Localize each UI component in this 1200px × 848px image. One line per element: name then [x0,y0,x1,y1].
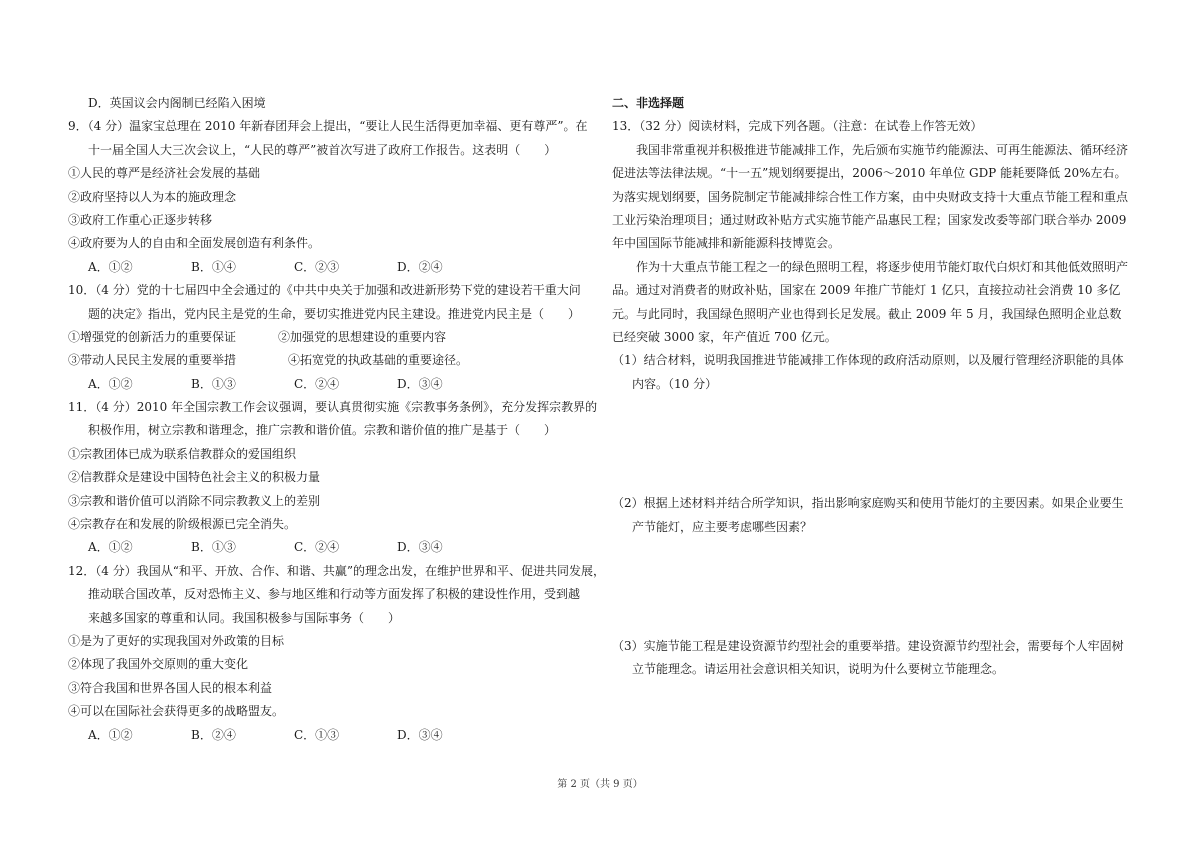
q9-stem-line1: 9．（4 分）温家宝总理在 2010 年新春团拜会上提出，“要让人民生活得更加幸福、更有尊严”。在 [68,119,588,134]
q10-option-b[interactable]: B．①③ [191,376,236,391]
right-column [612,92,1132,682]
q13-paragraph-1: 我国非常重视并积极推进节能减排工作，先后颁布实施节约能源法、可再生能源法、循环经济促进法等法律法规。“十一五”规划纲要提出，2006～2010 年单位 GDP 能耗要降低 20%左右。为落实规划纲要，国务院制定节能减排综合性工作方案，由中央财政支持十大重点节能工程和重点工业污染治理项目；通过财政补贴方式实施节能产品惠民工程；国家发改委等部门联合举办 2009 年中国国际节能减排和新能源科技博览会。 [612,142,1129,251]
q13-sub-question-2: （2）根据上述材料并结合所学知识，指出影响家庭购买和使用节能灯的主要因素。如果企业要生产节能灯，应主要考虑哪些因素？ [612,496,1124,534]
q9-item-1: ①人民的尊严是经济社会发展的基础 [68,166,261,181]
q11-item-3: ③宗教和谐价值可以消除不同宗教教义上的差别 [68,493,321,508]
q12-item-3: ③符合我国和世界各国人民的根本利益 [68,680,273,695]
q10-item-3: ③带动人民民主发展的重要举措 [68,353,237,368]
section-title: 二、非选择题 [612,96,685,110]
q10-items-row2 [68,349,588,372]
q10-option-d[interactable]: D．③④ [397,376,443,391]
q9-option-a[interactable]: A．①② [88,259,133,274]
q10-options [68,373,588,396]
q13-header: 13．（32 分）阅读材料，完成下列各题。（注意：在试卷上作答无效） [612,119,983,134]
q8-option-d: D．英国议会内阁制已经陷入困境 [88,96,266,110]
q11-options [68,536,588,559]
q11-item-4: ④宗教存在和发展的阶级根源已完全消失。 [68,517,297,532]
q11-option-c[interactable]: C．②④ [294,540,340,555]
q12-option-d[interactable]: D．③④ [397,727,443,742]
q10-stem-line1: 10．（4 分）党的十七届四中全会通过的《中共中央关于加强和改进新形势下党的建设若干重大问 [68,283,581,298]
q9-stem-line2: 十一届全国人大三次会议上，“人民的尊严”被首次写进了政府工作报告。这表明（ ） [88,142,557,157]
q10-items-row1 [68,326,588,349]
q11-stem-line2: 积极作用，树立宗教和谐理念，推广宗教和谐价值。宗教和谐价值的推广是基于（ ） [88,423,557,438]
q12-item-2: ②体现了我国外交原则的重大变化 [68,657,249,672]
q9-item-4: ④政府要为人的自由和全面发展创造有利条件。 [68,236,321,251]
q9-item-3: ③政府工作重心正逐步转移 [68,212,213,227]
q13-paragraph-2: 作为十大重点节能工程之一的绿色照明工程，将逐步使用节能灯取代白炽灯和其他低效照明产品。通过对消费者的财政补贴，国家在 2009 年推广节能灯 1 亿只，直接拉动社会消费 10 多亿元。与此同时，我国绿色照明产业也得到长足发展。截止 2009 年 5 月，我国绿色照明企业总数已经突破 3000 家，年产值近 700 亿元。 [612,259,1129,345]
page-footer: 第 2 页（共 9 页） [557,779,643,790]
answer-space-2[interactable] [612,539,1132,635]
q10-item-2: ②加强党的思想建设的重要内容 [278,329,447,344]
q10-option-a[interactable]: A．①② [88,376,133,391]
q11-option-a[interactable]: A．①② [88,540,133,555]
q12-item-1: ①是为了更好的实现我国对外政策的目标 [68,633,285,648]
q12-options [68,724,588,747]
q13-sub-question-1: （1）结合材料，说明我国推进节能减排工作体现的政府活动原则，以及履行管理经济职能的具体内容。（10 分） [612,353,1124,391]
q10-item-1: ①增强党的创新活力的重要保证 [68,329,237,344]
question-12 [68,560,605,747]
question-10 [68,279,588,396]
q11-item-1: ①宗教团体已成为联系信教群众的爱国组织 [68,446,297,461]
q12-option-c[interactable]: C．①③ [294,727,340,742]
q11-item-2: ②信教群众是建设中国特色社会主义的积极力量 [68,470,321,485]
q11-option-b[interactable]: B．①③ [191,540,236,555]
q13-sub-question-3: （3）实施节能工程是建设资源节约型社会的重要举措。建设资源节约型社会，需要每个人牢固树立节能理念。请运用社会意识相关知识，说明为什么要树立节能理念。 [612,639,1124,677]
q12-stem-line1: 12．（4 分）我国从“和平、开放、合作、和谐、共赢”的理念出发，在维护世界和平、促进共同发展， [68,563,605,578]
q11-option-d[interactable]: D．③④ [397,540,443,555]
q12-stem-line3: 来越多国家的尊重和认同。我国积极参与国际事务（ ） [88,610,401,625]
q12-option-b[interactable]: B．②④ [191,727,236,742]
q12-stem-line2: 推动联合国改革，反对恐怖主义、参与地区维和行动等方面发挥了积极的建设性作用，受到越 [88,587,581,602]
question-9 [68,115,588,279]
q11-stem-line1: 11．（4 分）2010 年全国宗教工作会议强调，要认真贯彻实施《宗教事务条例》，充分发挥宗教界的 [68,400,598,415]
q9-option-d[interactable]: D．②④ [397,259,443,274]
q12-item-4: ④可以在国际社会获得更多的战略盟友。 [68,704,285,719]
q10-item-4: ④拓宽党的执政基础的重要途径。 [288,353,469,368]
q9-option-c[interactable]: C．②③ [294,259,340,274]
q12-option-a[interactable]: A．①② [88,727,133,742]
question-11 [68,396,598,560]
left-column [68,92,605,747]
q10-stem-line2: 题的决定》指出，党内民主是党的生命，要切实推进党内民主建设。推进党内民主是（ ） [88,306,581,321]
q9-option-b[interactable]: B．①④ [191,259,236,274]
q9-item-2: ②政府坚持以人为本的施政理念 [68,189,237,204]
answer-space-1[interactable] [612,396,1132,492]
q10-option-c[interactable]: C．②④ [294,376,340,391]
q9-options [68,256,588,279]
